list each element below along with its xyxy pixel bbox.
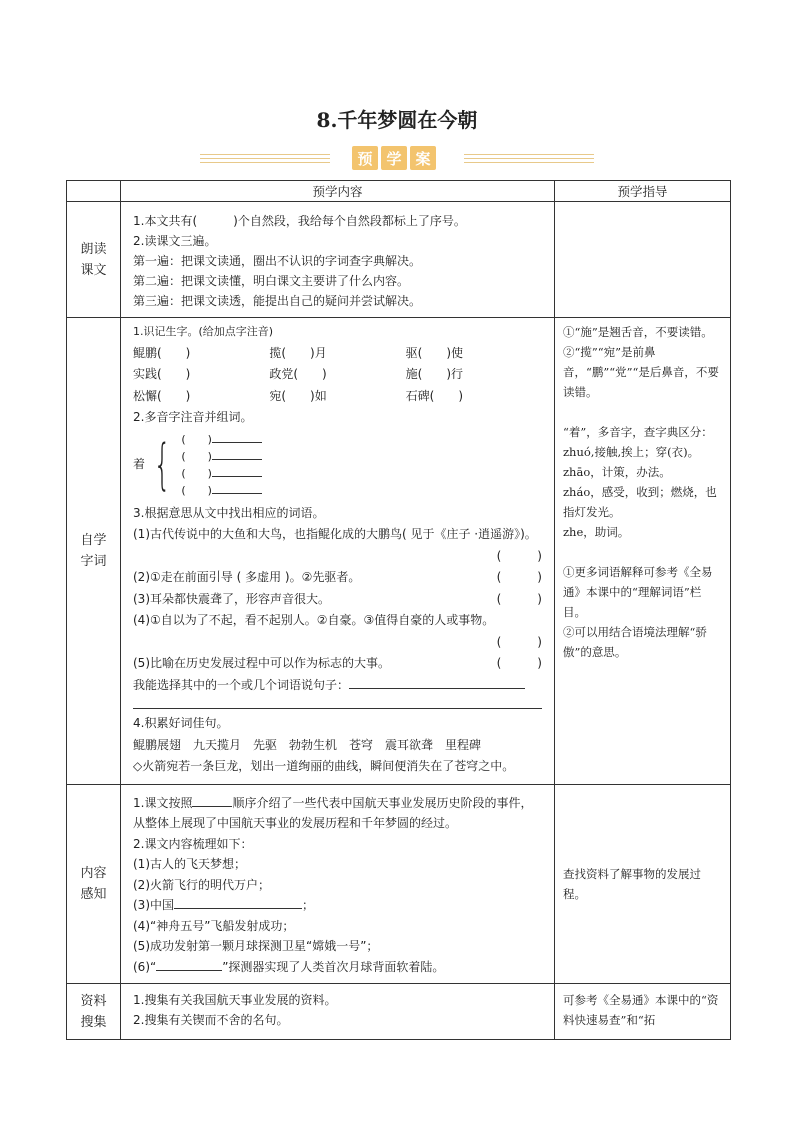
reading-content: 1.本文共有( )个自然段，我给每个自然段都标上了序号。 2.读课文三遍。 第一遍：把课文读通，圈出不认识的字词查字典解决。 第二遍：把课文读懂，明白课文主要讲了什么内容。 第三遍：把课文读透，能提出自己的疑问并尝试解决。 [121, 202, 555, 318]
materials-content: 1.搜集有关我国航天事业发展的资料。 2.搜集有关锲而不舍的名句。 [121, 984, 555, 1040]
answer-slot[interactable]: ( ) [496, 634, 542, 649]
table-row [67, 984, 731, 1040]
content-guide: 查找资料了解事物的发展过程。 [555, 784, 731, 984]
header-content: 预学内容 [121, 181, 555, 202]
self-study-content: 1.识记生字。(给加点字注音) 鲲鹏( ) 揽( )月 驱( )使 实践( ) 政党( ) 施( )行 松懈( ) 宛( )如 石碑( ) 2.多音字注音并组词。 着 { ( ) ( ) ( ) ( ) 3.根据意思从文中找出相应的词语。 (1)古代传说中的大鱼和大鸟，也指鲲化成的大鹏鸟( 见于《庄子 ·逍遥游》)。 ( ) (2)①走在前面引导 ( 多虚用 )。②先驱者。 ( ) (3)耳朵都快震聋了，形容声音很大。 ( ) (4)①自以为了不起，看不起别人。②自豪。③值得自豪的人或事物。 ( ) (5)比喻在历史发展过程中可以作为标志的大事。 ( ) 我能选择其中的一个或几个词语说句子： 4.积累好词佳句。 鲲鹏展翅 九天揽月 先驱 勃勃生机 苍穹 震耳欲聋 里程碑 ◇火箭宛若一条巨龙，划出一道绚丽的曲线，瞬间便消失在了苍穹之中。 [121, 318, 555, 785]
pinyin-slot[interactable]: ( ) [181, 449, 212, 463]
fill-blank[interactable] [156, 970, 222, 971]
banner-right-lines [464, 154, 594, 164]
banner-char: 案 [410, 146, 436, 170]
header-corner [67, 181, 121, 202]
fill-blank[interactable] [192, 806, 232, 807]
answer-slot[interactable]: ( ) [496, 548, 542, 563]
table-row [67, 318, 731, 785]
pinyin-slot[interactable]: ( ) [181, 432, 212, 446]
answer-slot[interactable]: ( ) [496, 656, 542, 670]
materials-guide: 可参考《全易通》本课中的“资料快速易查”和“拓 [555, 984, 731, 1040]
banner-left-lines [200, 154, 330, 164]
sentence-line[interactable] [133, 696, 542, 709]
answer-slot[interactable]: ( ) [496, 591, 542, 606]
pinyin-slot[interactable]: ( ) [181, 483, 212, 497]
pinyin-slot[interactable]: ( ) [181, 466, 212, 480]
category-self-study: 自学 字词 [67, 318, 121, 785]
fill-blank[interactable] [174, 908, 302, 909]
self-study-guide: ①“施”是翘舌音，不要读错。 ②“揽”“宛”是前鼻音，“鹏”“党”“是后鼻音，不要读错。 “着”，多音字，查字典区分： zhuó,接触,挨上；穿(衣)。 zhāo，计策，办法。 zháo，感受，收到；燃烧，也指灯发光。 zhe，助词。 ①更多词语解释可参考《全易通》本课中的“理解词语”栏目。 ②可以用结合语境法理解“骄傲”的意思。 [555, 318, 731, 785]
sentence-line[interactable] [349, 688, 525, 689]
banner-char: 预 [352, 146, 378, 170]
answer-slot[interactable]: ( ) [496, 570, 542, 584]
table-row [67, 202, 731, 318]
reading-guide [555, 202, 731, 318]
polyphone-block: 着 { ( ) ( ) ( ) ( ) [133, 431, 542, 499]
header-guide: 预学指导 [555, 181, 731, 202]
study-table [66, 180, 731, 1040]
table-header-row [67, 181, 731, 202]
content-content: 1.课文按照 顺序介绍了一些代表中国航天事业发展历史阶段的事件，从整体上展现了中国航天事业的发展历程和千年梦圆的经过。 2.课文内容梳理如下： (1)古人的飞天梦想； (2)火箭飞行的明代万户； (3)中国 ； (4)“神舟五号”飞船发射成功； (5)成功发射第一颗月球探测卫星“嫦娥一号”； (6)“ ”探测器实现了人类首次月球背面软着陆。 [121, 784, 555, 984]
table-row [67, 784, 731, 984]
category-materials: 资料 搜集 [67, 984, 121, 1040]
page-title: 8.千年梦圆在今朝 [316, 108, 478, 132]
banner-char: 学 [381, 146, 407, 170]
category-reading: 朗读 课文 [67, 202, 121, 318]
category-content: 内容 感知 [67, 784, 121, 984]
section-banner [200, 146, 594, 172]
